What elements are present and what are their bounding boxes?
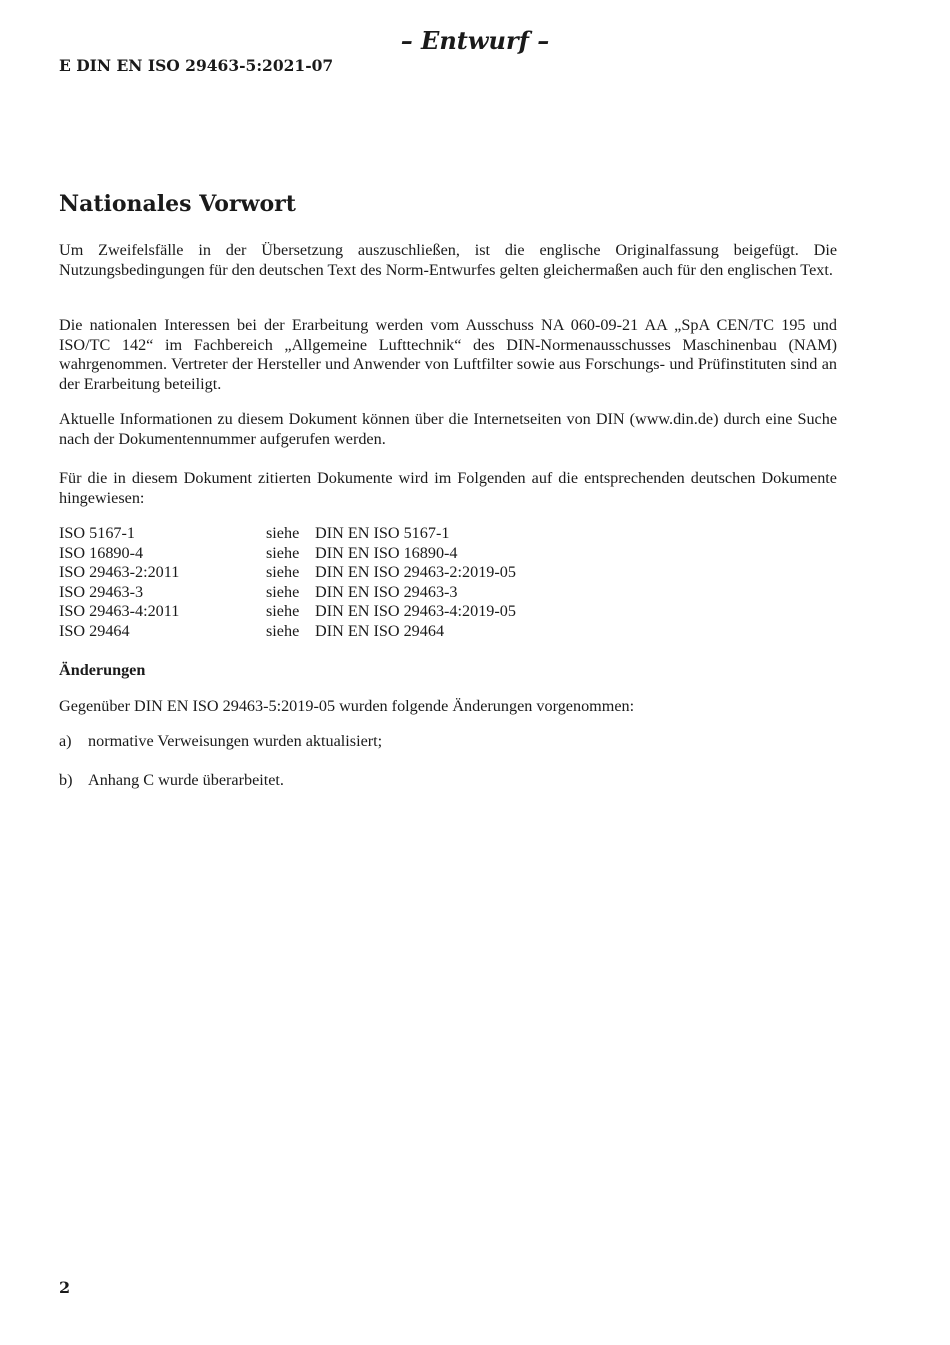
reference-row	[59, 583, 837, 603]
list-marker: a)	[59, 732, 72, 750]
paragraph-committee: Die nationalen Interessen bei der Erarbeitung werden vom Ausschuss NA 060-09-21 AA „SpA CEN/TC 195 und ISO/TC 142“ im Fachbereich „Allgemeine Lufttechnik“ des DIN-Normenausschusses Maschinenbau (NAM) wahrgenommen. Vertreter der Hersteller und Anwender von Luftfilter sowie aus Forschungs- und Prüfinstituten sind an der Erarbeitung beteiligt.	[59, 316, 837, 393]
draft-watermark-title: – Entwurf –	[400, 26, 550, 55]
reference-see: siehe	[266, 621, 300, 640]
document-id: E DIN EN ISO 29463-5:2021-07	[59, 56, 334, 75]
list-item	[59, 732, 837, 752]
changes-heading: Änderungen	[59, 661, 146, 679]
list-text: Anhang C wurde überarbeitet.	[88, 771, 284, 789]
reference-din: DIN EN ISO 5167-1	[315, 524, 450, 542]
page-number: 2	[59, 1278, 71, 1297]
reference-iso: ISO 29463-2:2011	[59, 563, 180, 582]
list-item	[59, 771, 837, 791]
reference-row	[59, 602, 837, 622]
reference-iso: ISO 5167-1	[59, 524, 135, 542]
reference-iso: ISO 29464	[59, 621, 130, 640]
reference-see: siehe	[266, 602, 300, 621]
reference-din: DIN EN ISO 29463-3	[315, 582, 458, 601]
reference-row	[59, 622, 837, 642]
paragraph-references-intro: Für die in diesem Dokument zitierten Dokumente wird im Folgenden auf die entsprechenden deutschen Dokumente hingewiesen:	[59, 469, 837, 507]
reference-din: DIN EN ISO 29463-4:2019-05	[315, 602, 516, 621]
reference-see: siehe	[266, 543, 300, 562]
reference-iso: ISO 29463-3	[59, 582, 144, 601]
paragraph-current-info: Aktuelle Informationen zu diesem Dokument können über die Internetseiten von DIN (www.din.de) durch eine Suche nach der Dokumentennummer aufgerufen werden.	[59, 410, 837, 448]
reference-row	[59, 524, 837, 544]
paragraph-translation-note: Um Zweifelsfälle in der Übersetzung auszuschließen, ist die englische Originalfassung beigefügt. Die Nutzungsbedingungen für den deutschen Text des Norm-Entwurfes gelten gleichermaßen auch für den englischen Text.	[59, 241, 837, 279]
list-marker: b)	[59, 771, 73, 789]
reference-see: siehe	[266, 582, 300, 601]
changes-intro: Gegenüber DIN EN ISO 29463-5:2019-05 wurden folgende Änderungen vorgenommen:	[59, 697, 635, 715]
reference-list	[59, 524, 837, 642]
reference-row	[59, 544, 837, 564]
reference-iso: ISO 16890-4	[59, 543, 144, 562]
section-title: Nationales Vorwort	[59, 191, 296, 217]
reference-din: DIN EN ISO 29464	[315, 621, 445, 640]
reference-row	[59, 563, 837, 583]
list-text: normative Verweisungen wurden aktualisiert;	[88, 732, 383, 750]
reference-see: siehe	[266, 524, 300, 542]
reference-see: siehe	[266, 563, 300, 582]
reference-iso: ISO 29463-4:2011	[59, 602, 180, 621]
reference-din: DIN EN ISO 29463-2:2019-05	[315, 563, 516, 582]
reference-din: DIN EN ISO 16890-4	[315, 543, 458, 562]
